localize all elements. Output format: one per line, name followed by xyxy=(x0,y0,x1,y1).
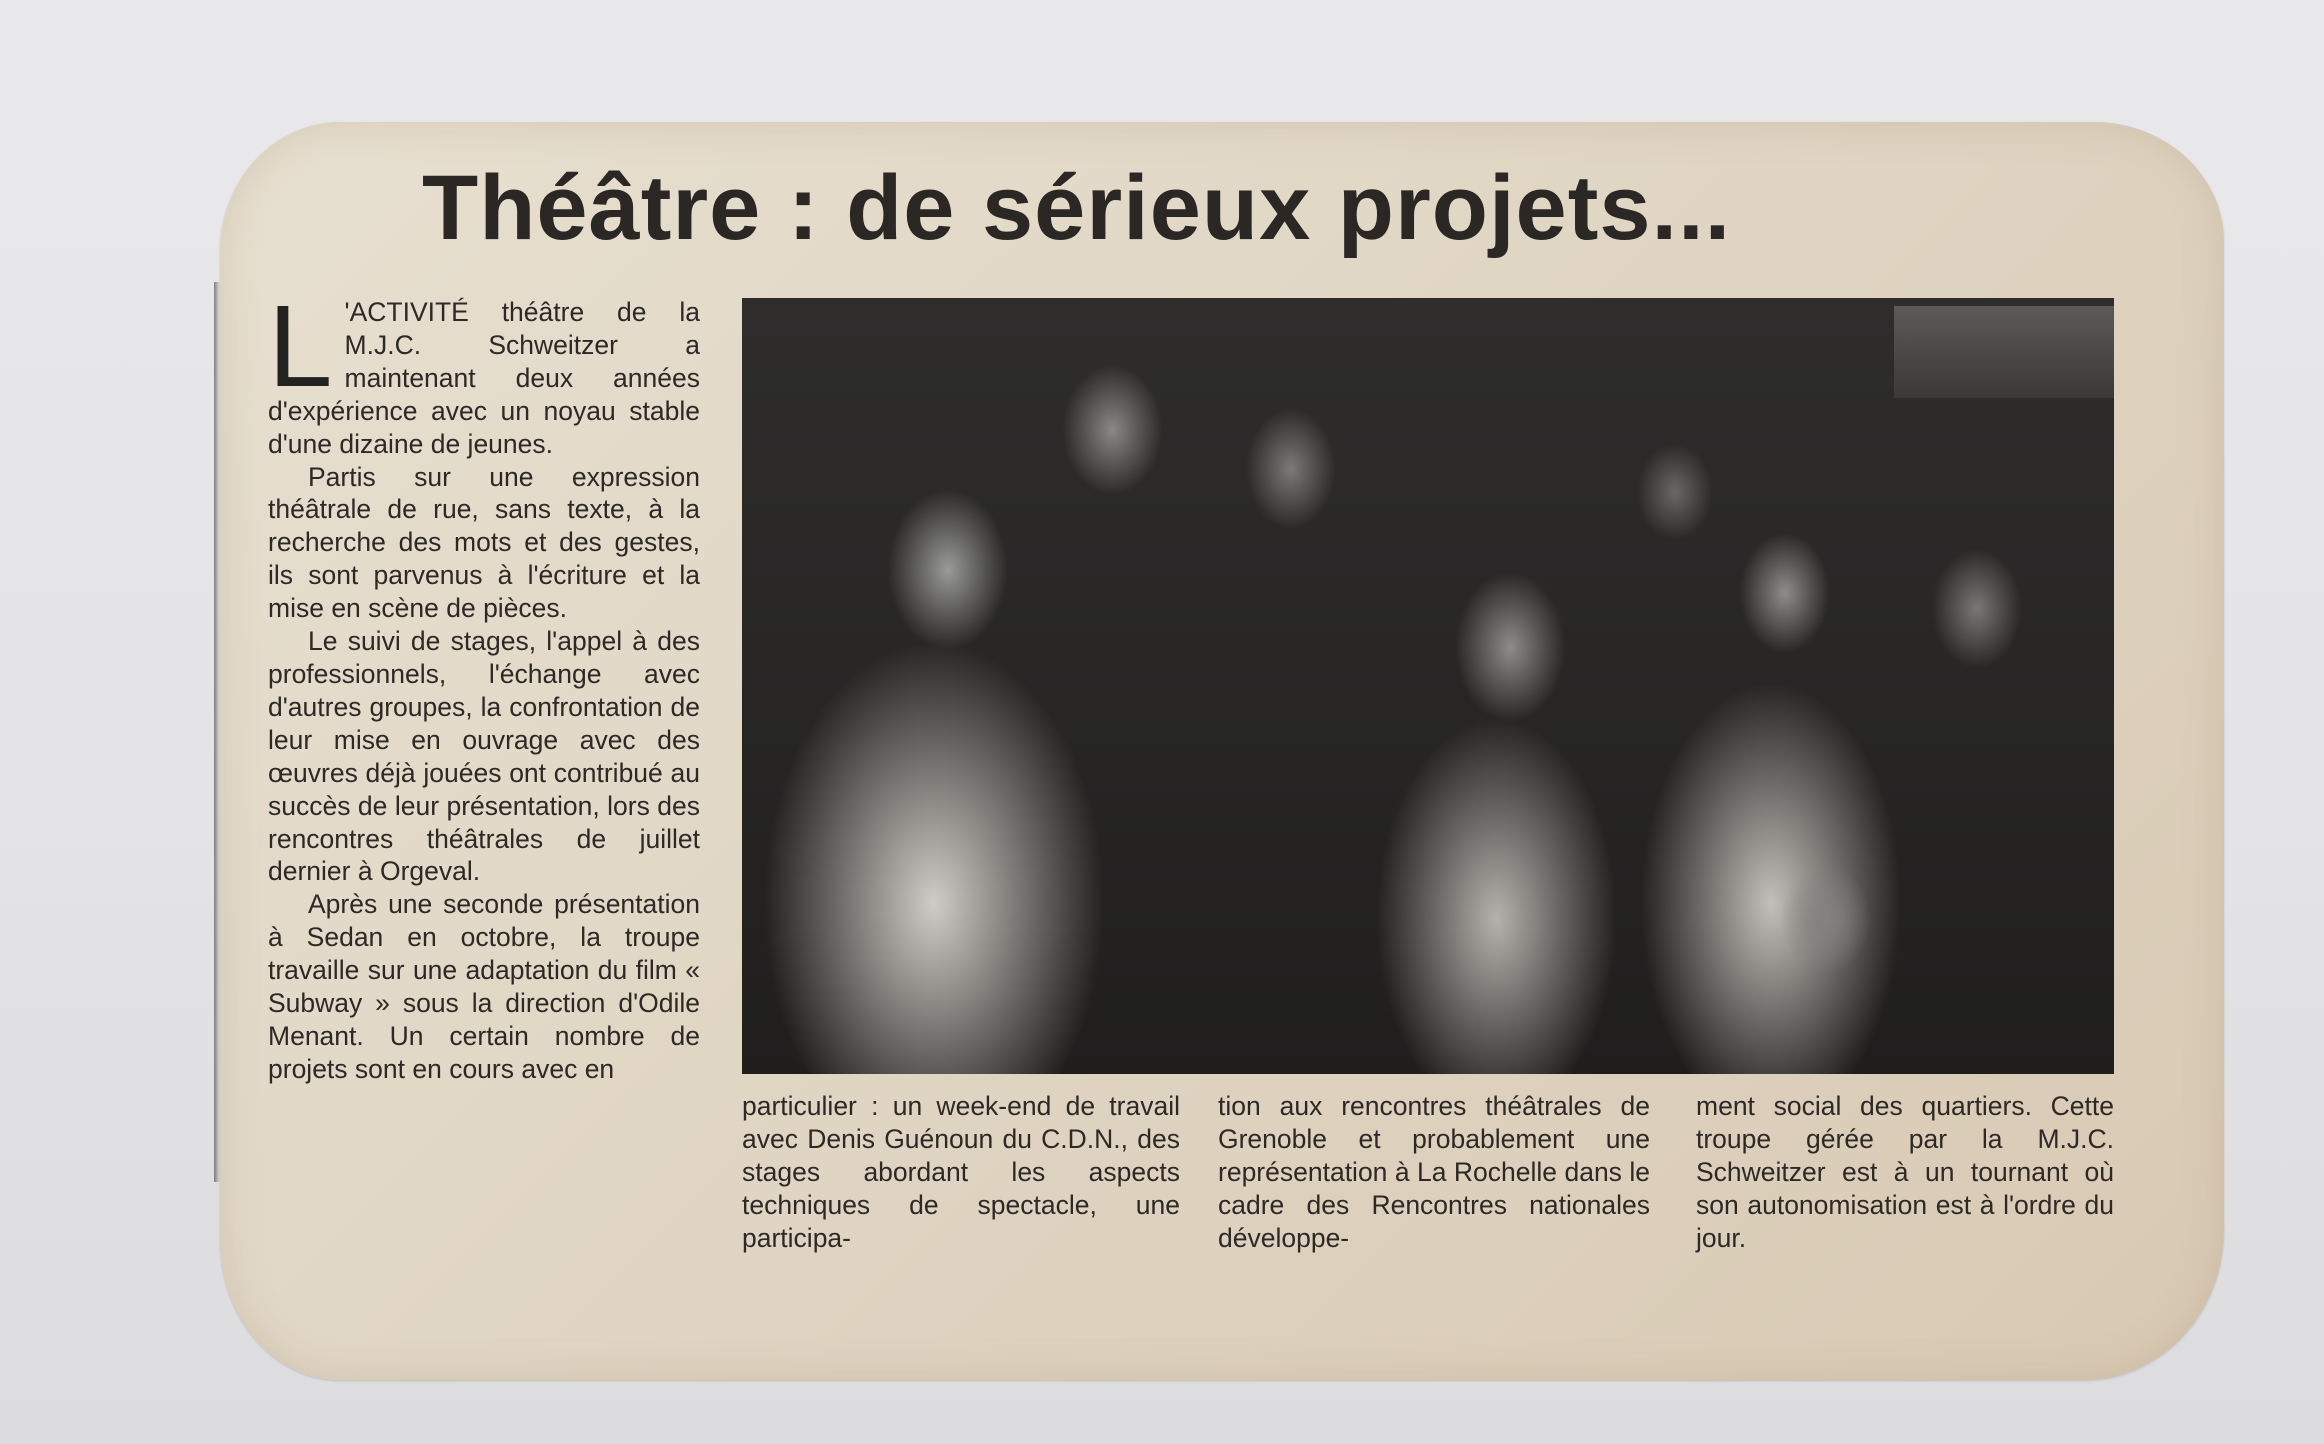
drop-cap: L xyxy=(268,281,333,411)
article-column-2: particulier : un week-end de travail avec Denis Guénoun du C.D.N., des stages abordant les aspects techniques de spectacle, une participa- xyxy=(742,1091,1180,1253)
article-headline: Théâtre : de sérieux projets... xyxy=(422,157,1732,259)
article-paragraph-1: 'ACTIVITÉ théâtre de la M.J.C. Schweitzer a maintenant deux années d'expérience avec un noyau stable d'une dizaine de jeunes. xyxy=(268,297,700,459)
article-column-1 xyxy=(268,281,700,1086)
photo-background-panel xyxy=(1894,306,2114,398)
article-column-4: ment social des quartiers. Cette troupe gérée par la M.J.C. Schweitzer est à un tournant où son autonomisation est à l'ordre du jour. xyxy=(1696,1091,2114,1253)
article-paragraph-4: Après une seconde présentation à Sedan en octobre, la troupe travaille sur une adaptation du film « Subway » sous la direction d'Odile Menant. Un certain nombre de projets sont en cours avec en xyxy=(268,889,700,1084)
article-paragraph-3: Le suivi de stages, l'appel à des professionnels, l'échange avec d'autres groupes, la confrontation de leur mise en ouvrage avec des œuvres déjà jouées ont contribué au succès de leur présentation, lors des rencontres théâtrales de juillet dernier à Orgeval. xyxy=(268,626,700,887)
clipping-edge-shadow xyxy=(214,282,220,1182)
article-column-3: tion aux rencontres théâtrales de Grenoble et probablement une représentation à La Rochelle dans le cadre des Rencontres nationales développe- xyxy=(1218,1091,1650,1253)
group-photo xyxy=(742,298,2114,1074)
article-paragraph-2: Partis sur une expression théâtrale de rue, sans texte, à la recherche des mots et des gestes, ils sont parvenus à l'écriture et la mise en scène de pièces. xyxy=(268,461,700,624)
